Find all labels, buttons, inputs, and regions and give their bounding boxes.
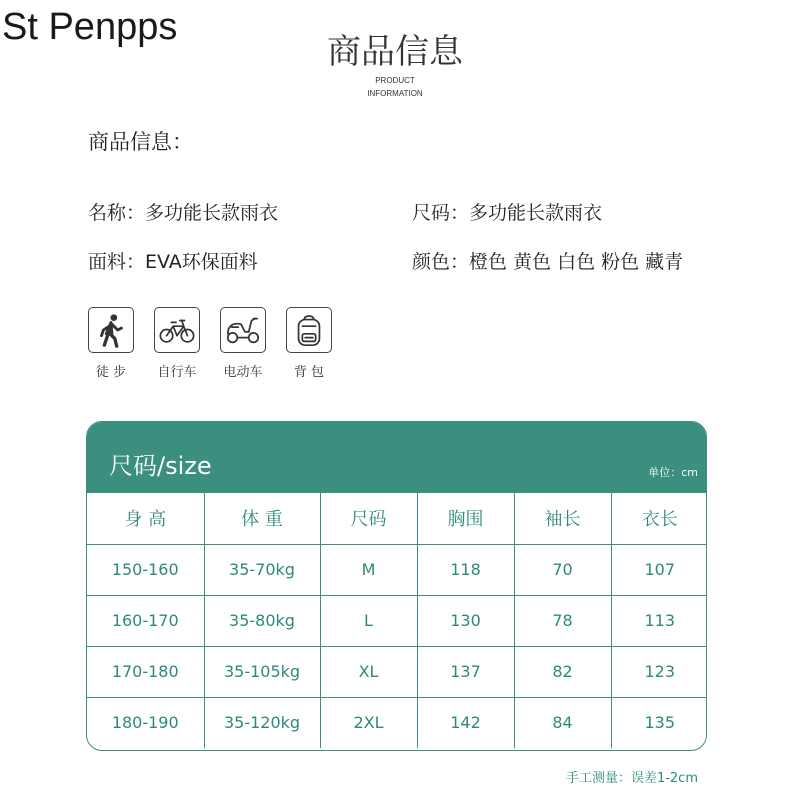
size-table [87, 493, 707, 748]
column-header: 尺码 [320, 493, 417, 544]
size-chart-title: 尺码/size [109, 452, 212, 480]
scene-label: 电动车 [223, 365, 263, 380]
table-header-row [87, 493, 707, 544]
scooter-icon [220, 307, 266, 353]
table-cell: 35-70kg [204, 544, 320, 595]
table-cell: 160-170 [87, 595, 204, 646]
table-row [87, 595, 707, 646]
column-header: 身 高 [87, 493, 204, 544]
section-title: 商品信息： [88, 130, 193, 154]
page-subtitle-line2: INFORMATION [367, 89, 423, 98]
table-cell: 118 [417, 544, 514, 595]
table-cell: 35-120kg [204, 697, 320, 748]
scene-backpack [286, 307, 352, 380]
info-fabric: 面料：EVA环保面料 [88, 251, 258, 273]
size-chart-header [87, 422, 706, 493]
column-header: 体 重 [204, 493, 320, 544]
table-cell: M [320, 544, 417, 595]
table-cell: 150-160 [87, 544, 204, 595]
bicycle-icon [154, 307, 200, 353]
size-chart [86, 421, 707, 751]
info-color: 颜色：橙色 黄色 白色 粉色 藏青 [412, 251, 684, 273]
table-cell: 82 [514, 646, 611, 697]
table-cell: 142 [417, 697, 514, 748]
measurement-note: 手工测量：误差1-2cm [565, 771, 698, 786]
table-cell: 170-180 [87, 646, 204, 697]
scene-label: 徒 步 [95, 365, 127, 380]
table-row [87, 646, 707, 697]
table-cell: 84 [514, 697, 611, 748]
walking-icon [88, 307, 134, 353]
scene-label: 背 包 [293, 365, 325, 380]
info-name: 名称：多功能长款雨衣 [88, 202, 279, 224]
column-header: 袖长 [514, 493, 611, 544]
backpack-icon [286, 307, 332, 353]
usage-scenes [88, 307, 352, 380]
table-cell: 113 [611, 595, 707, 646]
scene-bicycle [154, 307, 220, 380]
scene-walking [88, 307, 154, 380]
table-cell: 2XL [320, 697, 417, 748]
table-cell: L [320, 595, 417, 646]
info-size: 尺码：多功能长款雨衣 [412, 202, 603, 224]
page-title: 商品信息 [327, 32, 463, 72]
table-cell: 35-80kg [204, 595, 320, 646]
page-subtitle-line1: PRODUCT [375, 76, 415, 85]
brand-name: St Penpps [2, 6, 178, 48]
table-cell: 123 [611, 646, 707, 697]
table-cell: 135 [611, 697, 707, 748]
scene-scooter [220, 307, 286, 380]
scene-label: 自行车 [157, 365, 197, 380]
table-cell: 107 [611, 544, 707, 595]
column-header: 胸围 [417, 493, 514, 544]
table-cell: 35-105kg [204, 646, 320, 697]
table-cell: XL [320, 646, 417, 697]
size-chart-unit: 单位：cm [648, 466, 698, 479]
table-cell: 130 [417, 595, 514, 646]
table-cell: 180-190 [87, 697, 204, 748]
table-row [87, 544, 707, 595]
table-cell: 78 [514, 595, 611, 646]
column-header: 衣长 [611, 493, 707, 544]
table-cell: 137 [417, 646, 514, 697]
table-row [87, 697, 707, 748]
table-cell: 70 [514, 544, 611, 595]
